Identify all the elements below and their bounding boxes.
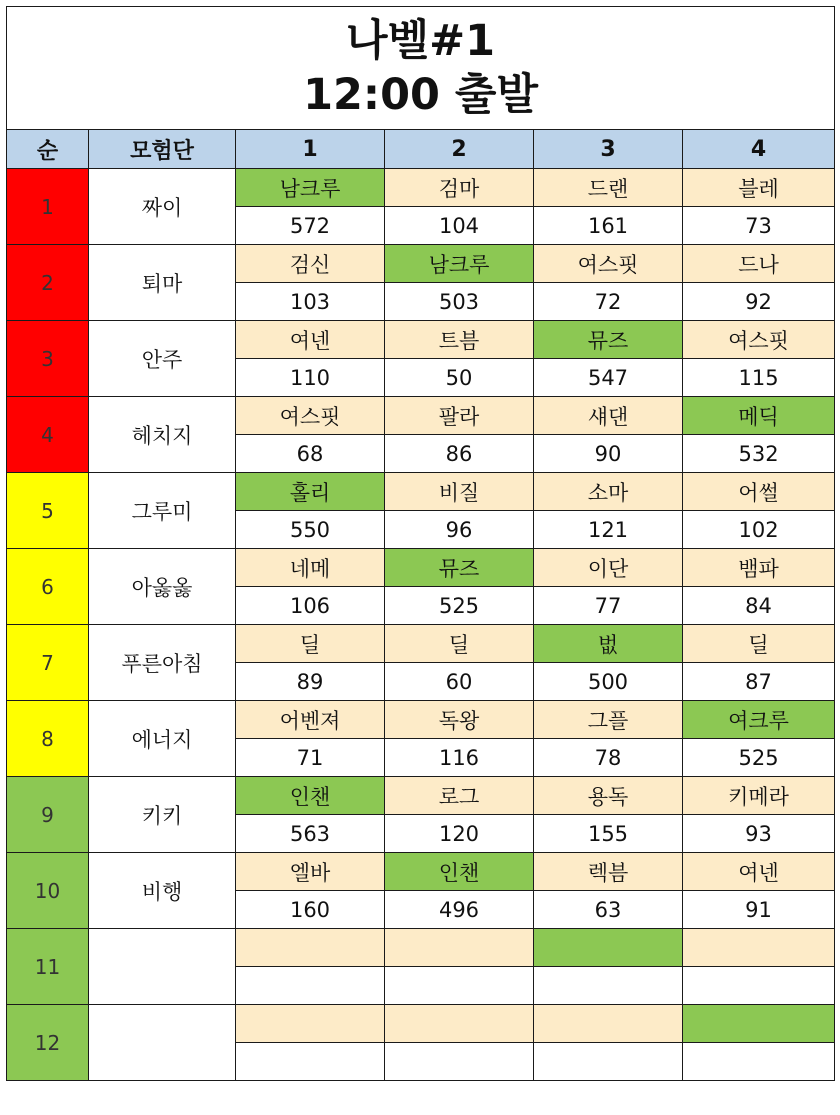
score-cell-slot-2: 104 — [385, 207, 534, 245]
score-cell-slot-1: 160 — [236, 891, 385, 929]
score-cell-slot-3: 77 — [534, 587, 683, 625]
class-cell-slot-4 — [683, 929, 835, 967]
score-cell-slot-4: 102 — [683, 511, 835, 549]
rank-cell: 10 — [7, 853, 89, 929]
score-cell-slot-1: 71 — [236, 739, 385, 777]
class-cell-slot-1 — [236, 1005, 385, 1043]
score-cell-slot-1: 68 — [236, 435, 385, 473]
team-cell: 그루미 — [89, 473, 236, 549]
class-cell-slot-3: 용독 — [534, 777, 683, 815]
class-cell-slot-2: 로그 — [385, 777, 534, 815]
score-cell-slot-3: 161 — [534, 207, 683, 245]
score-cell-slot-4: 532 — [683, 435, 835, 473]
score-cell-slot-3: 78 — [534, 739, 683, 777]
class-cell-slot-1: 남크루 — [236, 169, 385, 207]
team-cell — [89, 929, 236, 1005]
score-cell-slot-2: 50 — [385, 359, 534, 397]
score-cell-slot-4 — [683, 1043, 835, 1081]
class-cell-slot-2: 뮤즈 — [385, 549, 534, 587]
score-cell-slot-4: 73 — [683, 207, 835, 245]
score-cell-slot-2: 86 — [385, 435, 534, 473]
score-cell-slot-4: 87 — [683, 663, 835, 701]
score-cell-slot-2: 96 — [385, 511, 534, 549]
class-cell-slot-1: 홀리 — [236, 473, 385, 511]
score-cell-slot-1 — [236, 967, 385, 1005]
class-cell-slot-2 — [385, 929, 534, 967]
rank-cell: 11 — [7, 929, 89, 1005]
team-cell: 비행 — [89, 853, 236, 929]
class-cell-slot-2: 팔라 — [385, 397, 534, 435]
score-cell-slot-4: 84 — [683, 587, 835, 625]
rank-cell: 4 — [7, 397, 89, 473]
table-row — [7, 777, 835, 815]
team-cell: 안주 — [89, 321, 236, 397]
team-cell: 퇴마 — [89, 245, 236, 321]
col-header-slot-2: 2 — [385, 130, 534, 169]
class-cell-slot-4: 여스핏 — [683, 321, 835, 359]
class-cell-slot-1: 딜 — [236, 625, 385, 663]
score-cell-slot-2: 120 — [385, 815, 534, 853]
class-cell-slot-4: 여넨 — [683, 853, 835, 891]
score-cell-slot-1: 110 — [236, 359, 385, 397]
team-cell: 푸른아침 — [89, 625, 236, 701]
class-cell-slot-1: 여넨 — [236, 321, 385, 359]
rank-cell: 7 — [7, 625, 89, 701]
class-cell-slot-2 — [385, 1005, 534, 1043]
rank-cell: 8 — [7, 701, 89, 777]
team-cell: 헤치지 — [89, 397, 236, 473]
class-cell-slot-3: 섀댄 — [534, 397, 683, 435]
class-cell-slot-2: 인챈 — [385, 853, 534, 891]
class-cell-slot-1: 인챈 — [236, 777, 385, 815]
class-cell-slot-3: 드랜 — [534, 169, 683, 207]
class-cell-slot-3: 여스핏 — [534, 245, 683, 283]
class-cell-slot-3: 벖 — [534, 625, 683, 663]
class-cell-slot-3: 렉븜 — [534, 853, 683, 891]
rank-cell: 2 — [7, 245, 89, 321]
team-cell: 키키 — [89, 777, 236, 853]
col-header-slot-4: 4 — [683, 130, 835, 169]
rank-cell: 9 — [7, 777, 89, 853]
class-cell-slot-4: 어썰 — [683, 473, 835, 511]
class-cell-slot-1 — [236, 929, 385, 967]
team-cell: 짜이 — [89, 169, 236, 245]
class-cell-slot-1: 여스핏 — [236, 397, 385, 435]
class-cell-slot-2: 딜 — [385, 625, 534, 663]
table-row — [7, 321, 835, 359]
score-cell-slot-2 — [385, 1043, 534, 1081]
score-cell-slot-2: 496 — [385, 891, 534, 929]
class-cell-slot-2: 비질 — [385, 473, 534, 511]
table-body — [7, 169, 835, 1081]
score-cell-slot-4: 92 — [683, 283, 835, 321]
class-cell-slot-1: 어벤져 — [236, 701, 385, 739]
class-cell-slot-3 — [534, 1005, 683, 1043]
rank-cell: 1 — [7, 169, 89, 245]
col-header-rank: 순 — [7, 130, 89, 169]
class-cell-slot-1: 엘바 — [236, 853, 385, 891]
score-cell-slot-1: 572 — [236, 207, 385, 245]
class-cell-slot-1: 검신 — [236, 245, 385, 283]
title-raid-name: 나벨#1 — [346, 16, 496, 66]
col-header-slot-1: 1 — [236, 130, 385, 169]
table-row — [7, 701, 835, 739]
table-row — [7, 929, 835, 967]
table-row — [7, 473, 835, 511]
schedule-sheet — [6, 6, 835, 1081]
score-cell-slot-1: 550 — [236, 511, 385, 549]
table-row — [7, 245, 835, 283]
class-cell-slot-2: 남크루 — [385, 245, 534, 283]
score-cell-slot-3: 63 — [534, 891, 683, 929]
score-cell-slot-3: 90 — [534, 435, 683, 473]
rank-cell: 12 — [7, 1005, 89, 1081]
score-cell-slot-3 — [534, 967, 683, 1005]
table-row — [7, 853, 835, 891]
class-cell-slot-4: 키메라 — [683, 777, 835, 815]
class-cell-slot-4: 드나 — [683, 245, 835, 283]
team-cell: 에너지 — [89, 701, 236, 777]
col-header-team: 모험단 — [89, 130, 236, 169]
class-cell-slot-3: 그플 — [534, 701, 683, 739]
title-departure-time: 12:00 출발 — [303, 70, 538, 120]
class-cell-slot-3: 뮤즈 — [534, 321, 683, 359]
score-cell-slot-2: 525 — [385, 587, 534, 625]
score-cell-slot-1 — [236, 1043, 385, 1081]
rank-cell: 6 — [7, 549, 89, 625]
score-cell-slot-4: 115 — [683, 359, 835, 397]
score-cell-slot-2: 60 — [385, 663, 534, 701]
table-row — [7, 625, 835, 663]
score-cell-slot-4: 93 — [683, 815, 835, 853]
score-cell-slot-3: 72 — [534, 283, 683, 321]
score-cell-slot-1: 563 — [236, 815, 385, 853]
score-cell-slot-2: 116 — [385, 739, 534, 777]
score-cell-slot-3: 547 — [534, 359, 683, 397]
team-cell — [89, 1005, 236, 1081]
rank-cell: 5 — [7, 473, 89, 549]
class-cell-slot-4: 여크루 — [683, 701, 835, 739]
score-cell-slot-2: 503 — [385, 283, 534, 321]
table-row — [7, 1005, 835, 1043]
sheet-title — [7, 7, 835, 130]
class-cell-slot-4 — [683, 1005, 835, 1043]
score-cell-slot-1: 106 — [236, 587, 385, 625]
header-row — [7, 130, 835, 169]
score-cell-slot-2 — [385, 967, 534, 1005]
team-cell: 아옳옳 — [89, 549, 236, 625]
class-cell-slot-1: 네메 — [236, 549, 385, 587]
score-cell-slot-3: 155 — [534, 815, 683, 853]
score-cell-slot-1: 89 — [236, 663, 385, 701]
score-cell-slot-3 — [534, 1043, 683, 1081]
rank-cell: 3 — [7, 321, 89, 397]
score-cell-slot-3: 121 — [534, 511, 683, 549]
class-cell-slot-2: 트븜 — [385, 321, 534, 359]
score-cell-slot-1: 103 — [236, 283, 385, 321]
col-header-slot-3: 3 — [534, 130, 683, 169]
class-cell-slot-4: 딜 — [683, 625, 835, 663]
party-table — [6, 6, 835, 1081]
score-cell-slot-3: 500 — [534, 663, 683, 701]
class-cell-slot-4: 블레 — [683, 169, 835, 207]
table-row — [7, 397, 835, 435]
class-cell-slot-3: 소마 — [534, 473, 683, 511]
class-cell-slot-3: 이단 — [534, 549, 683, 587]
class-cell-slot-4: 뱀파 — [683, 549, 835, 587]
class-cell-slot-2: 검마 — [385, 169, 534, 207]
table-row — [7, 549, 835, 587]
class-cell-slot-2: 독왕 — [385, 701, 534, 739]
table-row — [7, 169, 835, 207]
score-cell-slot-4: 525 — [683, 739, 835, 777]
class-cell-slot-3 — [534, 929, 683, 967]
score-cell-slot-4: 91 — [683, 891, 835, 929]
class-cell-slot-4: 메딕 — [683, 397, 835, 435]
score-cell-slot-4 — [683, 967, 835, 1005]
